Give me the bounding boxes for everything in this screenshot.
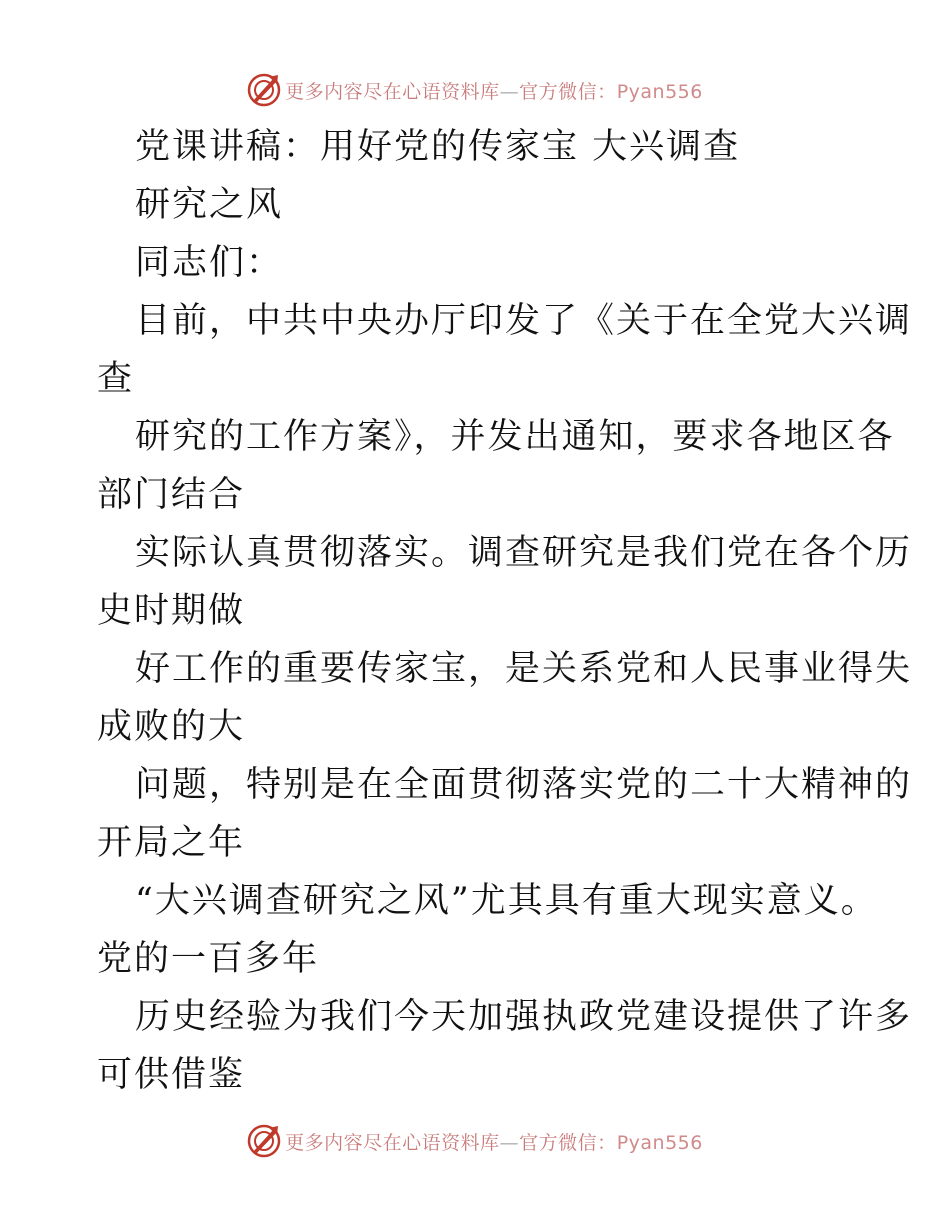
paragraph-line: 党的一百多年 bbox=[97, 939, 320, 979]
document-title-line-1: 党课讲稿：用好党的传家宝 大兴调查 bbox=[135, 127, 741, 167]
paragraph-line: 史时期做 bbox=[97, 591, 246, 631]
document-title-line-2: 研究之风 bbox=[135, 185, 284, 225]
salutation: 同志们： bbox=[135, 243, 284, 283]
paragraph-line: 实际认真贯彻落实。调查研究是我们党在各个历 bbox=[135, 533, 913, 573]
quill-seal-icon bbox=[247, 73, 281, 107]
paragraph-line: 成败的大 bbox=[97, 707, 246, 747]
paragraph-line: 问题，特别是在全面贯彻落实党的二十大精神的 bbox=[135, 765, 913, 805]
watermark-main: 更多内容尽在心语资料库 bbox=[285, 80, 500, 103]
watermark-main: 更多内容尽在心语资料库 bbox=[285, 1131, 500, 1154]
paragraph-line: 部门结合 bbox=[97, 475, 246, 515]
watermark-text bbox=[285, 1128, 703, 1155]
watermark-dash: — bbox=[499, 1131, 520, 1154]
paragraph-line: 开局之年 bbox=[97, 823, 246, 863]
paragraph-line: 研究的工作方案》，并发出通知，要求各地区各 bbox=[135, 417, 895, 457]
paragraph-line: 历史经验为我们今天加强执政党建设提供了许多 bbox=[135, 997, 913, 1037]
watermark-suffix: 官方微信： bbox=[519, 80, 617, 103]
quill-seal-icon bbox=[247, 1124, 281, 1158]
watermark-suffix: 官方微信： bbox=[519, 1131, 617, 1154]
watermark-id: Pyan556 bbox=[616, 1131, 703, 1154]
paragraph-line: “大兴调查研究之风”尤其具有重大现实意义。 bbox=[135, 881, 878, 921]
watermark-dash: — bbox=[499, 80, 520, 103]
watermark-id: Pyan556 bbox=[616, 80, 703, 103]
paragraph-line: 好工作的重要传家宝，是关系党和人民事业得失 bbox=[135, 649, 913, 689]
paragraph-line: 可供借鉴 bbox=[97, 1055, 246, 1095]
paragraph-line: 查 bbox=[97, 359, 135, 399]
paragraph-line: 目前，中共中央办厅印发了《关于在全党大兴调 bbox=[135, 301, 913, 341]
header-watermark bbox=[0, 70, 950, 110]
watermark-text bbox=[285, 77, 703, 104]
footer-watermark bbox=[0, 1121, 950, 1161]
